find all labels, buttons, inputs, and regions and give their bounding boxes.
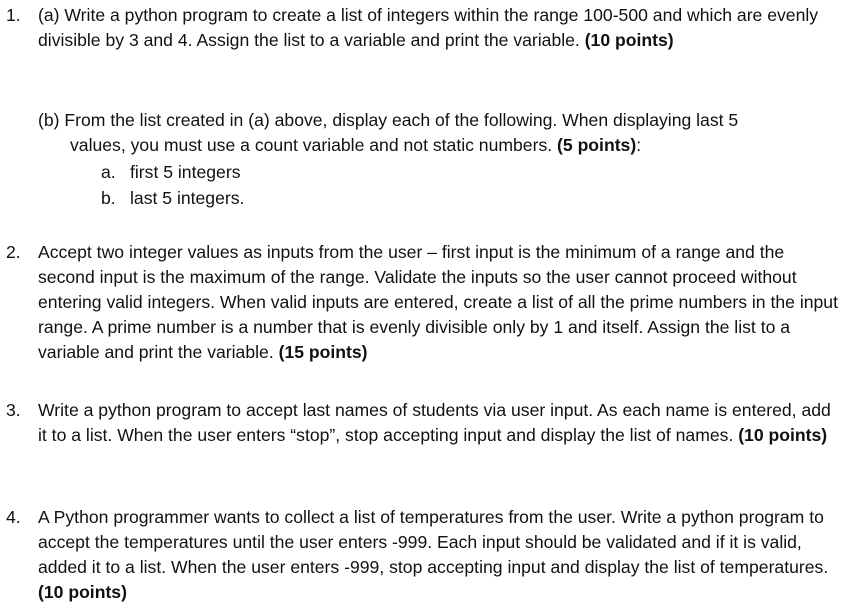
question-text: values, you must use a count variable and not static numbers.	[70, 135, 558, 155]
points-label: (5 points)	[557, 135, 637, 155]
part-label: (b)	[38, 110, 60, 130]
question-number: 4.	[6, 507, 21, 527]
question-text: (a) Write a python program to create a list of integers within the range 100-500 and which are evenly divisible by 3 and 4. Assign the list to a variable and print the variable.	[38, 5, 819, 50]
list-item	[101, 186, 501, 211]
item-letter: a.	[101, 162, 116, 182]
question-number: 3.	[6, 400, 21, 420]
item-text: last 5 integers.	[130, 188, 245, 208]
points-label: (10 points)	[584, 30, 674, 50]
question-1-part-a	[38, 3, 843, 53]
question-number: 2.	[6, 242, 21, 262]
item-letter: b.	[101, 188, 116, 208]
question-text: Accept two integer values as inputs from the user – first input is the minimum of a range and the second input is the maximum of the range. Validate the inputs so the user cannot proceed without entering valid integers. When valid inputs are entered, create a list of all the prime numbers in the input range. A prime number is a number that is evenly divisible only by 1 and itself. Assign the list to a variable and print the variable.	[38, 242, 838, 362]
question-number: 1.	[6, 5, 21, 25]
question-text: From the list created in (a) above, display each of the following. When displaying last 5	[64, 110, 739, 130]
list-item	[101, 160, 501, 185]
suffix: :	[636, 135, 642, 155]
points-label: (10 points)	[738, 425, 828, 445]
points-label: (15 points)	[278, 342, 368, 362]
points-label: (10 points)	[38, 582, 127, 602]
question-text: Write a python program to accept last names of students via user input. As each name is entered, add it to a list. When the user enters “stop”, stop accepting input and display the list of names.	[38, 400, 831, 445]
question-text: A Python programmer wants to collect a list of temperatures from the user. Write a python program to accept the temperatures until the user enters -999. Each input should be validated and if it is valid, added it to a list. When the user enters -999, stop accepting input and display the list of temperatures.	[38, 507, 829, 577]
item-text: first 5 integers	[130, 162, 241, 182]
